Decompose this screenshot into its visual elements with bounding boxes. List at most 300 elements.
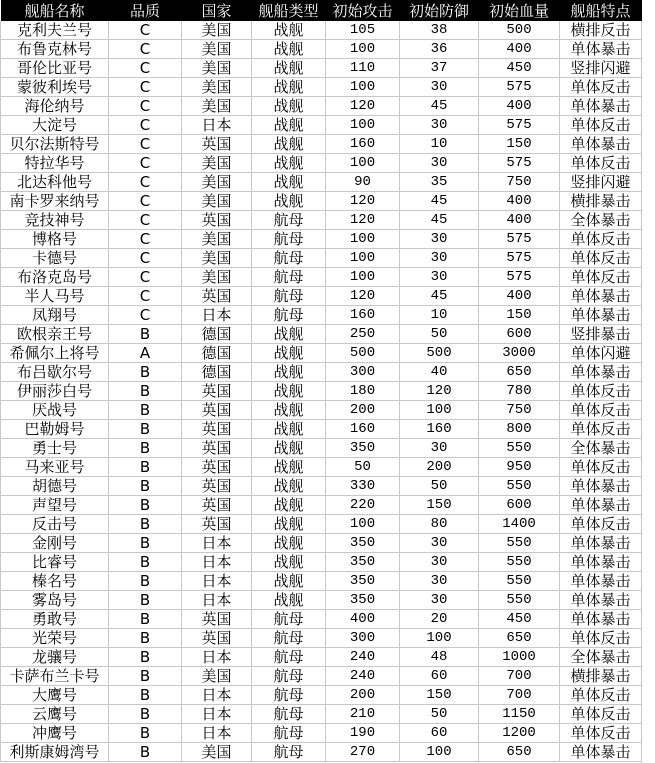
cell-base-attack: 120 <box>326 211 400 230</box>
cell-base-attack: 100 <box>326 249 400 268</box>
cell-ship-name: 龙骧号 <box>1 648 109 667</box>
cell-ship-type: 战舰 <box>252 344 326 363</box>
cell-quality: C <box>109 306 182 325</box>
table-row <box>1 629 642 648</box>
cell-ship-trait: 横排暴击 <box>560 667 642 686</box>
cell-ship-trait: 单体闪避 <box>560 344 642 363</box>
cell-ship-name: 竞技神号 <box>1 211 109 230</box>
cell-country: 日本 <box>182 686 252 705</box>
cell-base-hp: 575 <box>479 78 560 97</box>
cell-base-attack: 100 <box>326 268 400 287</box>
cell-base-defense: 200 <box>400 458 479 477</box>
cell-ship-name: 卡萨布兰卡号 <box>1 667 109 686</box>
column-header-country: 国家 <box>182 0 252 21</box>
cell-ship-trait: 单体暴击 <box>560 553 642 572</box>
cell-base-defense: 10 <box>400 306 479 325</box>
cell-ship-type: 战舰 <box>252 458 326 477</box>
cell-quality: B <box>109 534 182 553</box>
cell-base-defense: 100 <box>400 401 479 420</box>
cell-base-hp: 450 <box>479 59 560 78</box>
cell-ship-name: 反击号 <box>1 515 109 534</box>
cell-base-attack: 160 <box>326 420 400 439</box>
cell-base-hp: 575 <box>479 154 560 173</box>
cell-ship-trait: 单体反击 <box>560 116 642 135</box>
cell-base-defense: 150 <box>400 496 479 515</box>
cell-ship-trait: 单体反击 <box>560 629 642 648</box>
cell-country: 日本 <box>182 591 252 610</box>
cell-base-defense: 100 <box>400 743 479 762</box>
cell-ship-name: 金刚号 <box>1 534 109 553</box>
cell-base-defense: 80 <box>400 515 479 534</box>
cell-base-defense: 500 <box>400 344 479 363</box>
cell-ship-type: 航母 <box>252 306 326 325</box>
cell-base-defense: 30 <box>400 249 479 268</box>
table-row <box>1 97 642 116</box>
table-row <box>1 78 642 97</box>
column-header-ship-type: 舰船类型 <box>252 0 326 21</box>
cell-ship-type: 战舰 <box>252 135 326 154</box>
table-row <box>1 591 642 610</box>
cell-base-hp: 650 <box>479 743 560 762</box>
cell-ship-type: 战舰 <box>252 325 326 344</box>
cell-base-attack: 190 <box>326 724 400 743</box>
cell-country: 美国 <box>182 192 252 211</box>
cell-ship-type: 战舰 <box>252 116 326 135</box>
cell-quality: C <box>109 173 182 192</box>
cell-ship-trait: 单体反击 <box>560 382 642 401</box>
cell-ship-trait: 单体暴击 <box>560 534 642 553</box>
cell-country: 美国 <box>182 268 252 287</box>
cell-base-attack: 400 <box>326 610 400 629</box>
cell-country: 美国 <box>182 743 252 762</box>
cell-base-hp: 575 <box>479 116 560 135</box>
cell-ship-trait: 全体暴击 <box>560 648 642 667</box>
cell-quality: C <box>109 59 182 78</box>
cell-ship-trait: 单体反击 <box>560 78 642 97</box>
cell-base-attack: 210 <box>326 705 400 724</box>
table-row <box>1 268 642 287</box>
cell-ship-name: 欧根亲王号 <box>1 325 109 344</box>
cell-ship-name: 希佩尔上将号 <box>1 344 109 363</box>
cell-quality: B <box>109 686 182 705</box>
cell-base-defense: 30 <box>400 534 479 553</box>
cell-ship-trait: 单体暴击 <box>560 477 642 496</box>
cell-quality: B <box>109 591 182 610</box>
cell-ship-type: 战舰 <box>252 78 326 97</box>
cell-base-hp: 400 <box>479 287 560 306</box>
table-row <box>1 249 642 268</box>
cell-ship-type: 航母 <box>252 724 326 743</box>
cell-base-attack: 300 <box>326 363 400 382</box>
cell-base-hp: 1150 <box>479 705 560 724</box>
cell-ship-type: 战舰 <box>252 173 326 192</box>
cell-ship-type: 航母 <box>252 705 326 724</box>
cell-base-attack: 90 <box>326 173 400 192</box>
cell-ship-type: 战舰 <box>252 154 326 173</box>
cell-country: 英国 <box>182 211 252 230</box>
cell-base-attack: 160 <box>326 135 400 154</box>
cell-base-attack: 120 <box>326 287 400 306</box>
cell-quality: B <box>109 458 182 477</box>
cell-country: 日本 <box>182 116 252 135</box>
cell-base-defense: 50 <box>400 477 479 496</box>
cell-base-hp: 1400 <box>479 515 560 534</box>
cell-country: 英国 <box>182 287 252 306</box>
cell-ship-type: 航母 <box>252 629 326 648</box>
cell-base-attack: 500 <box>326 344 400 363</box>
cell-country: 英国 <box>182 477 252 496</box>
cell-ship-trait: 单体暴击 <box>560 591 642 610</box>
cell-base-defense: 30 <box>400 591 479 610</box>
cell-base-attack: 100 <box>326 154 400 173</box>
cell-quality: B <box>109 382 182 401</box>
cell-ship-type: 战舰 <box>252 553 326 572</box>
cell-ship-type: 战舰 <box>252 591 326 610</box>
cell-base-defense: 120 <box>400 382 479 401</box>
cell-ship-trait: 竖排暴击 <box>560 325 642 344</box>
cell-quality: B <box>109 648 182 667</box>
table-row <box>1 458 642 477</box>
table-row <box>1 154 642 173</box>
cell-base-attack: 330 <box>326 477 400 496</box>
cell-base-hp: 500 <box>479 21 560 40</box>
cell-quality: C <box>109 135 182 154</box>
cell-ship-type: 战舰 <box>252 363 326 382</box>
table-row <box>1 59 642 78</box>
cell-ship-trait: 单体反击 <box>560 268 642 287</box>
cell-country: 英国 <box>182 458 252 477</box>
cell-country: 英国 <box>182 420 252 439</box>
cell-ship-trait: 单体反击 <box>560 230 642 249</box>
cell-base-hp: 750 <box>479 173 560 192</box>
cell-quality: C <box>109 21 182 40</box>
cell-ship-type: 航母 <box>252 648 326 667</box>
cell-ship-trait: 全体暴击 <box>560 211 642 230</box>
cell-quality: B <box>109 667 182 686</box>
cell-country: 英国 <box>182 135 252 154</box>
cell-base-defense: 37 <box>400 59 479 78</box>
cell-ship-trait: 全体暴击 <box>560 439 642 458</box>
cell-quality: C <box>109 154 182 173</box>
cell-ship-trait: 单体暴击 <box>560 363 642 382</box>
cell-base-defense: 160 <box>400 420 479 439</box>
cell-base-hp: 400 <box>479 192 560 211</box>
cell-base-hp: 450 <box>479 610 560 629</box>
cell-ship-name: 声望号 <box>1 496 109 515</box>
cell-base-attack: 100 <box>326 230 400 249</box>
cell-base-defense: 30 <box>400 230 479 249</box>
cell-quality: C <box>109 249 182 268</box>
cell-base-defense: 20 <box>400 610 479 629</box>
cell-base-hp: 650 <box>479 629 560 648</box>
cell-base-defense: 30 <box>400 116 479 135</box>
cell-base-attack: 100 <box>326 116 400 135</box>
cell-ship-type: 战舰 <box>252 420 326 439</box>
table-row <box>1 686 642 705</box>
cell-ship-name: 布鲁克林号 <box>1 40 109 59</box>
cell-ship-trait: 单体暴击 <box>560 40 642 59</box>
column-header-base-attack: 初始攻击 <box>326 0 400 21</box>
cell-ship-type: 战舰 <box>252 439 326 458</box>
table-row <box>1 439 642 458</box>
cell-ship-trait: 单体暴击 <box>560 496 642 515</box>
cell-ship-trait: 单体暴击 <box>560 287 642 306</box>
cell-base-attack: 350 <box>326 572 400 591</box>
table-row <box>1 477 642 496</box>
cell-ship-type: 航母 <box>252 686 326 705</box>
table-row <box>1 648 642 667</box>
cell-country: 美国 <box>182 249 252 268</box>
cell-ship-trait: 横排暴击 <box>560 192 642 211</box>
cell-ship-trait: 单体暴击 <box>560 743 642 762</box>
cell-base-hp: 1000 <box>479 648 560 667</box>
cell-ship-trait: 横排反击 <box>560 21 642 40</box>
cell-base-hp: 700 <box>479 667 560 686</box>
cell-quality: B <box>109 705 182 724</box>
table-row <box>1 667 642 686</box>
cell-quality: B <box>109 325 182 344</box>
column-header-ship-trait: 舰船特点 <box>560 0 642 21</box>
cell-quality: B <box>109 477 182 496</box>
cell-country: 日本 <box>182 572 252 591</box>
cell-country: 日本 <box>182 705 252 724</box>
table-row <box>1 420 642 439</box>
cell-base-defense: 45 <box>400 97 479 116</box>
cell-base-defense: 30 <box>400 572 479 591</box>
cell-ship-name: 利斯康姆湾号 <box>1 743 109 762</box>
cell-ship-type: 航母 <box>252 211 326 230</box>
cell-base-attack: 100 <box>326 40 400 59</box>
cell-base-hp: 3000 <box>479 344 560 363</box>
cell-ship-name: 凤翔号 <box>1 306 109 325</box>
cell-base-hp: 1200 <box>479 724 560 743</box>
cell-base-attack: 105 <box>326 21 400 40</box>
cell-quality: B <box>109 743 182 762</box>
cell-ship-trait: 单体反击 <box>560 420 642 439</box>
table-row <box>1 534 642 553</box>
column-header-ship-name: 舰船名称 <box>1 0 109 21</box>
cell-quality: C <box>109 230 182 249</box>
table-row <box>1 230 642 249</box>
cell-base-defense: 60 <box>400 724 479 743</box>
cell-base-defense: 40 <box>400 363 479 382</box>
cell-base-hp: 550 <box>479 572 560 591</box>
cell-ship-type: 战舰 <box>252 477 326 496</box>
cell-ship-name: 蒙彼利埃号 <box>1 78 109 97</box>
cell-ship-trait: 单体反击 <box>560 401 642 420</box>
cell-quality: C <box>109 40 182 59</box>
cell-base-defense: 36 <box>400 40 479 59</box>
cell-base-defense: 30 <box>400 154 479 173</box>
cell-ship-type: 战舰 <box>252 97 326 116</box>
cell-quality: B <box>109 610 182 629</box>
cell-country: 日本 <box>182 724 252 743</box>
cell-ship-name: 布洛克岛号 <box>1 268 109 287</box>
table-row <box>1 705 642 724</box>
cell-country: 美国 <box>182 667 252 686</box>
cell-ship-name: 北达科他号 <box>1 173 109 192</box>
cell-quality: B <box>109 401 182 420</box>
cell-ship-type: 航母 <box>252 268 326 287</box>
table-row <box>1 21 642 40</box>
cell-quality: C <box>109 268 182 287</box>
cell-ship-type: 战舰 <box>252 382 326 401</box>
cell-base-hp: 750 <box>479 401 560 420</box>
cell-quality: B <box>109 572 182 591</box>
table-row <box>1 135 642 154</box>
cell-country: 英国 <box>182 629 252 648</box>
cell-quality: B <box>109 629 182 648</box>
cell-base-attack: 110 <box>326 59 400 78</box>
cell-quality: B <box>109 496 182 515</box>
cell-base-attack: 120 <box>326 97 400 116</box>
cell-ship-trait: 单体反击 <box>560 686 642 705</box>
cell-country: 美国 <box>182 230 252 249</box>
cell-quality: B <box>109 515 182 534</box>
table-row <box>1 363 642 382</box>
cell-base-defense: 30 <box>400 553 479 572</box>
cell-ship-name: 大淀号 <box>1 116 109 135</box>
cell-base-defense: 30 <box>400 439 479 458</box>
cell-ship-type: 战舰 <box>252 515 326 534</box>
cell-ship-trait: 单体反击 <box>560 154 642 173</box>
cell-country: 英国 <box>182 439 252 458</box>
cell-ship-name: 海伦纳号 <box>1 97 109 116</box>
cell-quality: C <box>109 97 182 116</box>
cell-ship-trait: 单体反击 <box>560 458 642 477</box>
cell-ship-trait: 竖排闪避 <box>560 59 642 78</box>
cell-base-attack: 350 <box>326 553 400 572</box>
cell-quality: C <box>109 78 182 97</box>
cell-country: 德国 <box>182 325 252 344</box>
cell-quality: A <box>109 344 182 363</box>
cell-quality: C <box>109 211 182 230</box>
cell-ship-name: 南卡罗来纳号 <box>1 192 109 211</box>
cell-base-defense: 35 <box>400 173 479 192</box>
cell-ship-type: 战舰 <box>252 192 326 211</box>
table-row <box>1 306 642 325</box>
cell-country: 英国 <box>182 610 252 629</box>
table-row <box>1 382 642 401</box>
table-row <box>1 192 642 211</box>
table-row <box>1 401 642 420</box>
cell-base-hp: 600 <box>479 325 560 344</box>
cell-quality: B <box>109 439 182 458</box>
cell-ship-trait: 单体暴击 <box>560 306 642 325</box>
cell-base-defense: 45 <box>400 287 479 306</box>
cell-ship-trait: 单体暴击 <box>560 135 642 154</box>
cell-country: 美国 <box>182 40 252 59</box>
cell-ship-type: 战舰 <box>252 572 326 591</box>
cell-country: 日本 <box>182 306 252 325</box>
cell-quality: C <box>109 192 182 211</box>
cell-country: 德国 <box>182 363 252 382</box>
cell-base-hp: 400 <box>479 40 560 59</box>
cell-base-attack: 270 <box>326 743 400 762</box>
cell-country: 日本 <box>182 534 252 553</box>
cell-base-hp: 950 <box>479 458 560 477</box>
cell-base-hp: 800 <box>479 420 560 439</box>
cell-ship-name: 大鹰号 <box>1 686 109 705</box>
cell-base-hp: 550 <box>479 477 560 496</box>
cell-ship-trait: 单体暴击 <box>560 610 642 629</box>
cell-base-hp: 150 <box>479 306 560 325</box>
cell-base-defense: 150 <box>400 686 479 705</box>
cell-ship-name: 巴勒姆号 <box>1 420 109 439</box>
cell-ship-trait: 单体暴击 <box>560 572 642 591</box>
table-row <box>1 344 642 363</box>
cell-ship-trait: 竖排闪避 <box>560 173 642 192</box>
cell-base-hp: 700 <box>479 686 560 705</box>
cell-base-hp: 780 <box>479 382 560 401</box>
cell-ship-type: 航母 <box>252 667 326 686</box>
cell-base-attack: 250 <box>326 325 400 344</box>
cell-ship-name: 博格号 <box>1 230 109 249</box>
cell-ship-type: 战舰 <box>252 21 326 40</box>
cell-base-attack: 240 <box>326 667 400 686</box>
cell-base-attack: 350 <box>326 439 400 458</box>
cell-ship-name: 云鹰号 <box>1 705 109 724</box>
cell-ship-name: 马来亚号 <box>1 458 109 477</box>
table-row <box>1 572 642 591</box>
cell-base-hp: 550 <box>479 534 560 553</box>
cell-ship-trait: 单体反击 <box>560 724 642 743</box>
cell-ship-name: 勇士号 <box>1 439 109 458</box>
cell-ship-type: 战舰 <box>252 496 326 515</box>
cell-ship-type: 战舰 <box>252 534 326 553</box>
table-row <box>1 610 642 629</box>
cell-base-defense: 50 <box>400 325 479 344</box>
cell-ship-trait: 单体反击 <box>560 515 642 534</box>
cell-ship-name: 卡德号 <box>1 249 109 268</box>
column-header-base-hp: 初始血量 <box>479 0 560 21</box>
cell-base-attack: 350 <box>326 534 400 553</box>
cell-country: 美国 <box>182 97 252 116</box>
cell-base-defense: 30 <box>400 78 479 97</box>
cell-country: 英国 <box>182 382 252 401</box>
cell-ship-name: 克利夫兰号 <box>1 21 109 40</box>
cell-base-attack: 200 <box>326 686 400 705</box>
column-header-base-defense: 初始防御 <box>400 0 479 21</box>
cell-base-defense: 45 <box>400 192 479 211</box>
cell-base-hp: 650 <box>479 363 560 382</box>
cell-ship-trait: 单体暴击 <box>560 97 642 116</box>
cell-base-attack: 100 <box>326 78 400 97</box>
cell-base-defense: 50 <box>400 705 479 724</box>
table-row <box>1 515 642 534</box>
cell-base-attack: 180 <box>326 382 400 401</box>
cell-country: 美国 <box>182 154 252 173</box>
cell-ship-name: 胡德号 <box>1 477 109 496</box>
cell-base-attack: 100 <box>326 515 400 534</box>
cell-country: 英国 <box>182 401 252 420</box>
cell-ship-name: 特拉华号 <box>1 154 109 173</box>
cell-ship-name: 哥伦比亚号 <box>1 59 109 78</box>
cell-base-attack: 160 <box>326 306 400 325</box>
table-row <box>1 211 642 230</box>
cell-ship-name: 比睿号 <box>1 553 109 572</box>
table-row <box>1 40 642 59</box>
table-row <box>1 496 642 515</box>
cell-country: 美国 <box>182 59 252 78</box>
cell-base-defense: 10 <box>400 135 479 154</box>
column-header-quality: 品质 <box>109 0 182 21</box>
cell-country: 日本 <box>182 648 252 667</box>
header-row <box>1 0 642 21</box>
cell-country: 美国 <box>182 21 252 40</box>
cell-base-attack: 350 <box>326 591 400 610</box>
cell-ship-name: 伊丽莎白号 <box>1 382 109 401</box>
